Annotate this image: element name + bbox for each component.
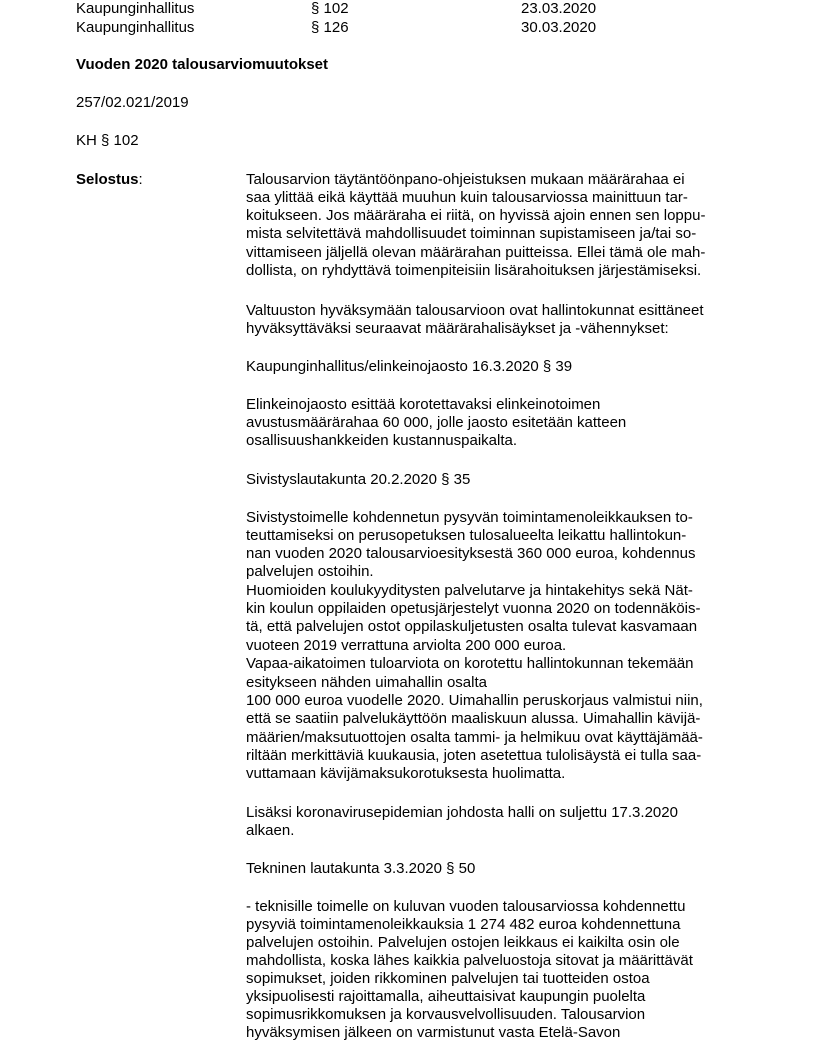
body-line: Sivistyslautakunta 20.2.2020 § 35 xyxy=(246,471,471,488)
body-line: koitukseen. Jos määräraha ei riitä, on hyvissä ajoin ennen sen loppu- xyxy=(246,207,706,224)
kh-reference: KH § 102 xyxy=(76,132,139,149)
body-line: palvelujen ostoihin. Palvelujen ostojen leikkaus ei kaikilta osin ole xyxy=(246,934,680,951)
body-line: määrien/maksutuottojen osalta tammi- ja helmikuu ovat käyttäjämää- xyxy=(246,729,703,746)
body-line: 100 000 euroa vuodelle 2020. Uimahallin peruskorjaus valmistui niin, xyxy=(246,692,703,709)
document-title: Vuoden 2020 talousarviomuutokset xyxy=(76,56,329,73)
body-line: mista selvitettävä mahdollisuudet toiminnan supistamiseen ja/tai so- xyxy=(246,225,697,242)
header-body-1: Kaupunginhallitus xyxy=(76,0,195,17)
body-line: kin koulun oppilaiden opetusjärjestelyt vuonna 2020 on todennäköis- xyxy=(246,600,701,617)
body-line: esitykseen nähden uimahallin osalta xyxy=(246,674,487,691)
body-line: Tekninen lautakunta 3.3.2020 § 50 xyxy=(246,860,476,877)
header-section-2: § 126 xyxy=(311,19,349,36)
header-date-1: 23.03.2020 xyxy=(521,0,597,17)
body-line: alkaen. xyxy=(246,822,295,839)
body-line: vittamiseen jäljellä olevan määrärahan puitteissa. Ellei tämä ole mah- xyxy=(246,244,706,261)
header-section-1: § 102 xyxy=(311,0,349,17)
body-line: hyväksymisen jälkeen on varmistunut vasta Etelä-Savon xyxy=(246,1024,621,1041)
body-line: tä, että palvelujen ostot oppilaskuljetusten osalta tulevat kasvamaan xyxy=(246,618,698,635)
body-line: sopimukset, joiden rikkominen palvelujen tai tuotteiden ostoa xyxy=(246,970,650,987)
body-line: Sivistystoimelle kohdennetun pysyvän toimintamenoleikkauksen to- xyxy=(246,509,693,526)
record-number: 257/02.021/2019 xyxy=(76,94,189,111)
body-line: Kaupunginhallitus/elinkeinojaosto 16.3.2020 § 39 xyxy=(246,358,573,375)
header-body-2: Kaupunginhallitus xyxy=(76,19,195,36)
body-line: Lisäksi koronavirusepidemian johdosta halli on suljettu 17.3.2020 xyxy=(246,804,678,821)
body-line: hyväksyttäväksi seuraavat määrärahalisäykset ja -vähennykset: xyxy=(246,320,669,337)
body-line: dollista, on ryhdyttävä toimenpiteisiin lisärahoituksen järjestämiseksi. xyxy=(246,262,702,279)
body-line: teuttamiseksi on perusopetuksen tulosalueelta leikattu hallintokun- xyxy=(246,527,687,544)
body-line: Talousarvion täytäntöönpano-ohjeistuksen mukaan määrärahaa ei xyxy=(246,171,685,188)
body-line: Valtuuston hyväksymään talousarvioon ovat hallintokunnat esittäneet xyxy=(246,302,704,319)
body-line: osallisuushankkeiden kustannuspaikalta. xyxy=(246,432,518,449)
body-line: että se saatiin palvelukäyttöön maaliskuun alussa. Uimahallin kävijä- xyxy=(246,710,701,727)
body-line: mahdollista, koska lähes kaikkia palveluostoja sitovat ja määrittävät xyxy=(246,952,693,969)
body-line: avustusmäärärahaa 60 000, jolle jaosto esitetään katteen xyxy=(246,414,627,431)
body-line: Elinkeinojaosto esittää korotettavaksi elinkeinotoimen xyxy=(246,396,601,413)
body-line: nan vuoden 2020 talousarvioesityksestä 360 000 euroa, kohdennus xyxy=(246,545,696,562)
body-line: yksipuolisesti rajoittamalla, aiheuttaisivat kaupungin puolelta xyxy=(246,988,646,1005)
body-line: - teknisille toimelle on kuluvan vuoden talousarviossa kohdennettu xyxy=(246,898,686,915)
body-line: pysyviä toimintamenoleikkauksia 1 274 482 euroa kohdennettuna xyxy=(246,916,681,933)
body-line: sopimusrikkomuksen ja korvausvelvollisuuden. Talousarvion xyxy=(246,1006,646,1023)
selostus-label: Selostus: xyxy=(76,171,143,188)
body-line: saa ylittää eikä käyttää muuhun kuin talousarviossa mainittuun tar- xyxy=(246,189,688,206)
body-line: palvelujen ostoihin. xyxy=(246,563,374,580)
body-line: vuttamaan kävijämaksukorotuksesta huolimatta. xyxy=(246,765,566,782)
body-line: vuoteen 2019 verrattuna arviolta 200 000 euroa. xyxy=(246,637,567,654)
body-line: Huomioiden koulukyyditysten palvelutarve ja hintakehitys sekä Nät- xyxy=(246,582,693,599)
body-line: riltään merkittäviä kuukausia, joten asetettua tulolisäystä ei tulla saa- xyxy=(246,747,702,764)
body-line: Vapaa-aikatoimen tuloarviota on korotettu hallintokunnan tekemään xyxy=(246,655,694,672)
header-date-2: 30.03.2020 xyxy=(521,19,597,36)
